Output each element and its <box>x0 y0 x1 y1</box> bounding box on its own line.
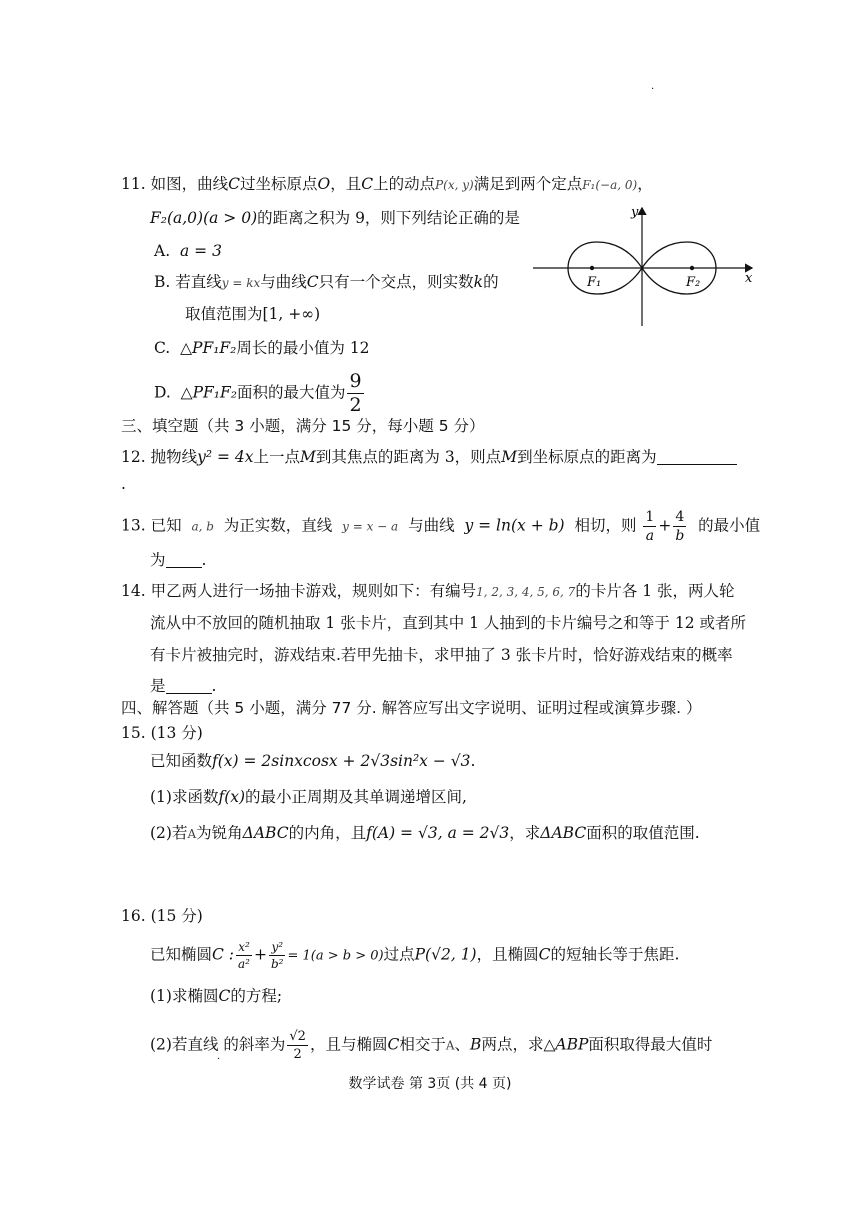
q11-option-c: C. △PF₁F₂周长的最小值为 12 <box>154 339 370 357</box>
q11-option-d: D. △PF₁F₂面积的最大值为 $\frac{9}{2}$ <box>154 370 362 416</box>
q13-line2: 为 . <box>150 551 207 569</box>
focus-f2-label: F₂ <box>686 275 701 290</box>
focus-f1-point <box>590 266 594 270</box>
x-axis-label: x <box>745 271 753 286</box>
fraction-slope: $\frac{√2}{2}$ <box>289 1029 306 1062</box>
q15-heading: 15. (13 分) <box>121 724 203 742</box>
q11-line1: 11. 如图，曲线C过坐标原点O，且C上的动点P(x, y)满足到两个定点F₁(−a, 0)， <box>121 175 653 193</box>
section-4-heading: 四、解答题（共 5 小题，满分 77 分. 解答应写出文字说明、证明过程或演算步骤. ） <box>121 699 702 717</box>
q11-option-b-line2: 取值范围为[1, +∞) <box>185 305 321 323</box>
q11-option-a: A. a = 3 <box>154 242 222 260</box>
q11-line2: F₂(a,0)(a > 0)的距离之积为 9，则下列结论正确的是 <box>150 209 520 227</box>
fraction-nine-halves: $\frac{9}{2}$ <box>349 370 362 416</box>
q15-line1: 已知函数f(x) = 2sinxcosx + 2√3sin²x − √3. <box>150 752 476 770</box>
q16-line3: (2)若直线 的斜率为 $\frac{√2}{2}$ ，且与椭圆C相交于A、B两点，求△ABP面积取得最大值时 <box>150 1029 713 1062</box>
q12-line1: 12. 抛物线y² = 4x上一点M到其焦点的距离为 3，则点M到坐标原点的距离为 <box>121 446 737 468</box>
stray-dot-top: · <box>651 84 655 95</box>
focus-f2-point <box>690 266 694 270</box>
y-axis-label: y <box>631 205 639 220</box>
lemniscate-figure <box>530 200 760 330</box>
q14-line3: 有卡片被抽完时，游戏结束.若甲先抽卡，求甲抽了 3 张卡片时，恰好游戏结束的概率 <box>150 646 733 664</box>
q13-answer-blank[interactable] <box>166 551 202 568</box>
q12-answer-blank[interactable] <box>657 448 737 465</box>
q16-line1: 已知椭圆C : $\frac{\text{x²}}{\text{a²}}$ + $\frac{\text{y²}}{\text{b²}}$ = 1(a > b > 0)过点P(√2, 1)，且椭圆C的短轴长等于焦距. <box>150 940 680 971</box>
q16-heading: 16. (15 分) <box>121 907 203 925</box>
q14-answer-blank[interactable] <box>166 677 212 694</box>
section-3-heading: 三、填空题（共 3 小题，满分 15 分，每小题 5 分） <box>121 417 485 435</box>
q15-line2: (1)求函数f(x)的最小正周期及其单调递增区间, <box>150 788 467 806</box>
q11-option-b-line1: B. 若直线y = kx与曲线C只有一个交点，则实数k的 <box>154 273 499 291</box>
q15-line3: (2)若A为锐角ΔABC的内角，且f(A) = √3, a = 2√3，求ΔABC面积的取值范围. <box>150 824 700 842</box>
page-footer: 数学试卷 第 3页 (共 4 页) <box>348 1076 512 1092</box>
q14-line4: 是 . <box>150 677 217 695</box>
q14-line2: 流从中不放回的随机抽取 1 张卡片，直到其中 1 人抽到的卡片编号之和等于 12 或者所 <box>150 614 747 632</box>
stray-dot-bottom: · <box>217 1054 221 1065</box>
focus-f1-label: F₁ <box>587 275 602 290</box>
q16-line2: (1)求椭圆C的方程; <box>150 987 283 1005</box>
q12-end: . <box>121 475 126 493</box>
q14-line1: 14. 甲乙两人进行一场抽卡游戏，规则如下：有编号1, 2, 3, 4, 5, 6, 7的卡片各 1 张，两人轮 <box>121 582 735 600</box>
q13-line1: 13. 已知 a, b 为正实数，直线 y = x − a 与曲线 y = ln(x + b) 相切，则 $\frac{1}{a}$ + $\frac{4}{b}$ 的最小值 <box>121 509 761 544</box>
